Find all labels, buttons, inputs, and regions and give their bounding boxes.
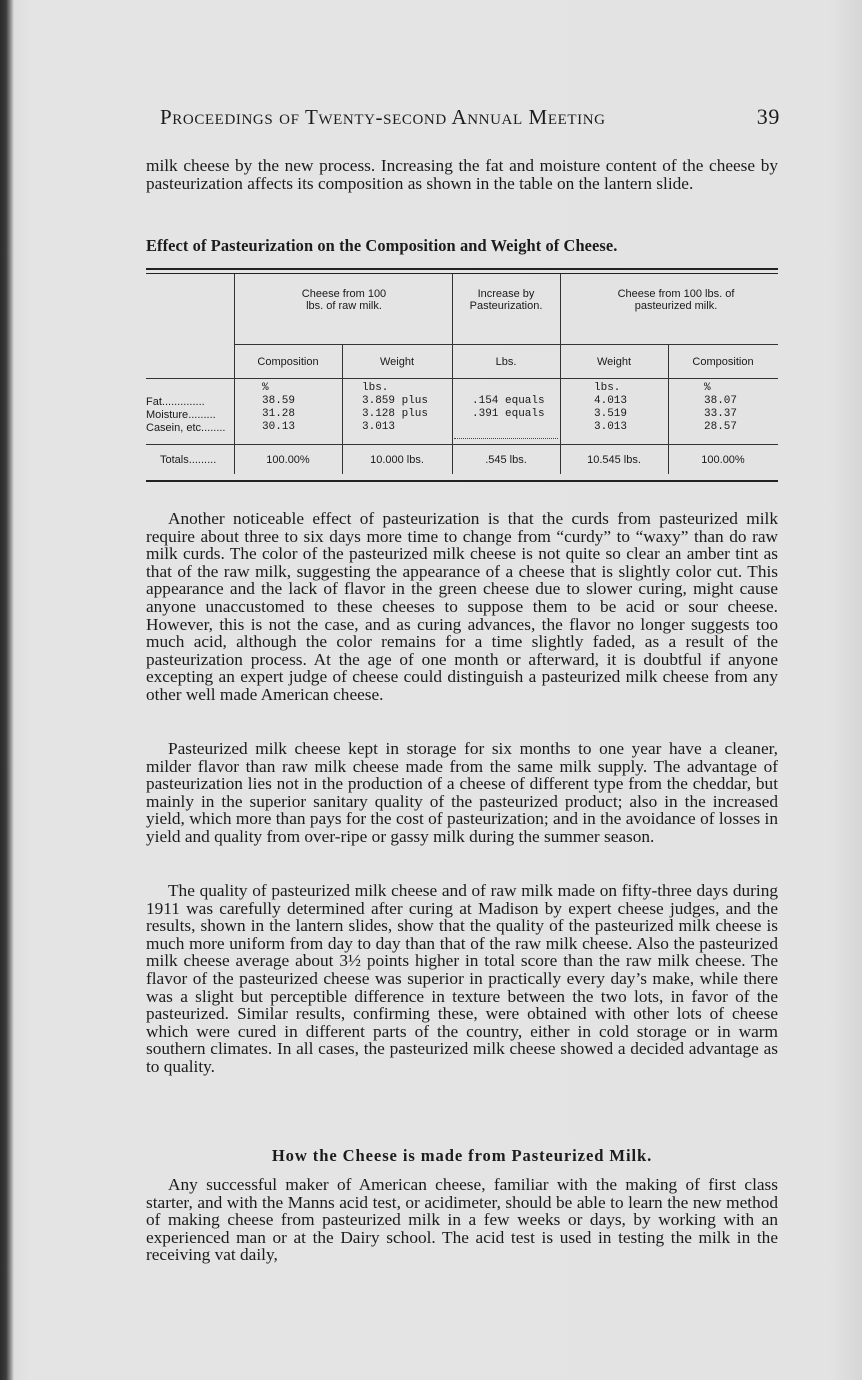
increase-dotted-rule [454,438,558,439]
table-cell: 38.59 [262,395,296,407]
totals-label-cell: Totals......... [160,454,217,466]
table-cell: 33.37 [704,408,738,420]
table-cell: .391 equals [472,408,545,420]
table-top-rule-thin [146,273,778,274]
col-header-past-weight: Weight [596,356,632,368]
header-divider [146,378,778,379]
book-spine-shadow [0,0,14,1380]
unit-percent: % [262,382,269,394]
table-cell: 4.013 [594,395,628,407]
page-number: 39 [756,104,780,129]
totals-divider [146,444,778,445]
totals-label: Totals [160,454,189,466]
table-cell: 30.13 [262,421,296,433]
row-label-list: Fat.............. Moisture......... Casein, etc........ [146,396,226,434]
col-header-raw-weight: Weight [379,356,415,368]
body-paragraph-4: Any successful maker of American cheese, familiar with the making of first class starter, and with the Manns acid test, or acidimeter, should be able to learn the new method of making cheese from pasteurized milk in a few weeks or days, by working with an experienced man or at the Dairy school. The acid test is used in testing the milk in the receiving vat daily, [146,1175,778,1265]
col-header-raw-composition: Composition [257,356,319,368]
totals-past-weight: 10.545 lbs. [587,454,641,466]
table-bottom-rule [146,480,778,482]
running-header [160,104,780,130]
table-cell: 38.07 [704,395,738,407]
running-header-title: Proceedings of Twenty-second Annual Meeting [160,105,606,129]
raw-weight-values [362,382,452,434]
body-paragraph-3: The quality of pasteurized milk cheese and of raw milk made on fifty-three days during 1911 was carefully determined after curing at Madison by expert cheese judges, and the results, shown in the lantern slides, show that the quality of the pasteurized milk cheese is much more uniform from day to day than that of the raw milk cheese. Also the pasteurized milk cheese average about 3½ points higher in total score than the raw milk cheese. The flavor of the pasteurized cheese was superior in practically every day’s make, while there was a slight but perceptible difference in texture between the two lots, in favor of the pasteurized. Similar results, confirming these, were obtained with other lots of cheese which were cured in different parts of the country, either in cold storage or in warm southern climates. In all cases, the pasteurized milk cheese showed a decided advantage as to quality. [146,881,778,1076]
group-header-pasteurized: Cheese from 100 lbs. of pasteurized milk. [617,288,735,312]
past-weight-values [594,382,664,434]
totals-raw-composition: 100.00% [266,454,310,466]
raw-composition-values [262,382,332,434]
table-caption: Effect of Pasteurization on the Composition and Weight of Cheese. [146,236,618,255]
totals-increase: .545 lbs. [485,454,527,466]
table-cell: 3.013 [594,421,628,433]
totals-past-composition: 100.00% [701,454,745,466]
table-cell: 3.519 [594,408,628,420]
table-cell: .154 equals [472,395,545,407]
unit-lbs: lbs. [362,382,389,394]
group-header-raw: Cheese from 100 lbs. of raw milk. [301,288,387,312]
col-header-past-composition: Composition [692,356,754,368]
table-cell: 3.128 plus [362,408,429,420]
group-header-increase: Increase by Pasteurization. [469,288,543,312]
intro-paragraph: milk cheese by the new process. Increasing the fat and moisture content of the cheese by pasteurization affects its composition as shown in the table on the lantern slide. [146,156,778,193]
header-divider [234,344,778,345]
row-label-casein: Casein, etc. [146,422,205,434]
row-label-fat: Fat [146,396,162,408]
table-cell: 28.57 [704,421,738,433]
col-header-increase: Lbs. [495,356,517,368]
table-cell: 3.013 [362,421,396,433]
table-cell: 3.859 plus [362,395,429,407]
increase-values [472,395,558,421]
section-subheading: How the Cheese is made from Pasteurized Milk. [271,1146,653,1165]
table-top-rule [146,268,778,270]
row-label-moisture: Moisture [146,409,189,421]
past-composition-values [704,382,774,434]
unit-lbs: lbs. [594,382,621,394]
body-paragraph-2: Pasteurized milk cheese kept in storage for six months to one year have a cleaner, milder flavor than raw milk cheese made from the same milk supply. The advantage of pasteurization lies not in the production of a cheese of different type from the cheddar, but mainly in the superior sanitary quality of the pasteurized product; also in the increased yield, which more than pays for the cost of pasteurization; and in the avoidance of losses in yield and quality from over-ripe or gassy milk during the summer season. [146,739,778,846]
totals-raw-weight: 10.000 lbs. [370,454,424,466]
unit-percent: % [704,382,711,394]
body-paragraph-1: Another noticeable effect of pasteurization is that the curds from pasteurized milk require about three to six days more time to change from “curdy” to “waxy” than do raw milk curds. The color of the pasteurized milk cheese is not quite so clear an amber tint as that of the raw milk, suggesting the appearance of a cheese that is slightly color cut. This appearance and the lack of flavor in the green cheese due to slower curing, might cause anyone unaccustomed to these cheeses to suppose them to be acid or sour cheese. However, this is not the case, and as curing advances, the flavor no longer suggests too much acid, although the color remains for a time slightly faded, as a result of the pasteurization process. At the age of one month or afterward, it is doubtful if anyone excepting an expert judge of cheese could distinguish a pasteurized milk cheese from any other well made American cheese. [146,509,778,704]
composition-table [146,268,778,482]
table-cell: 31.28 [262,408,296,420]
